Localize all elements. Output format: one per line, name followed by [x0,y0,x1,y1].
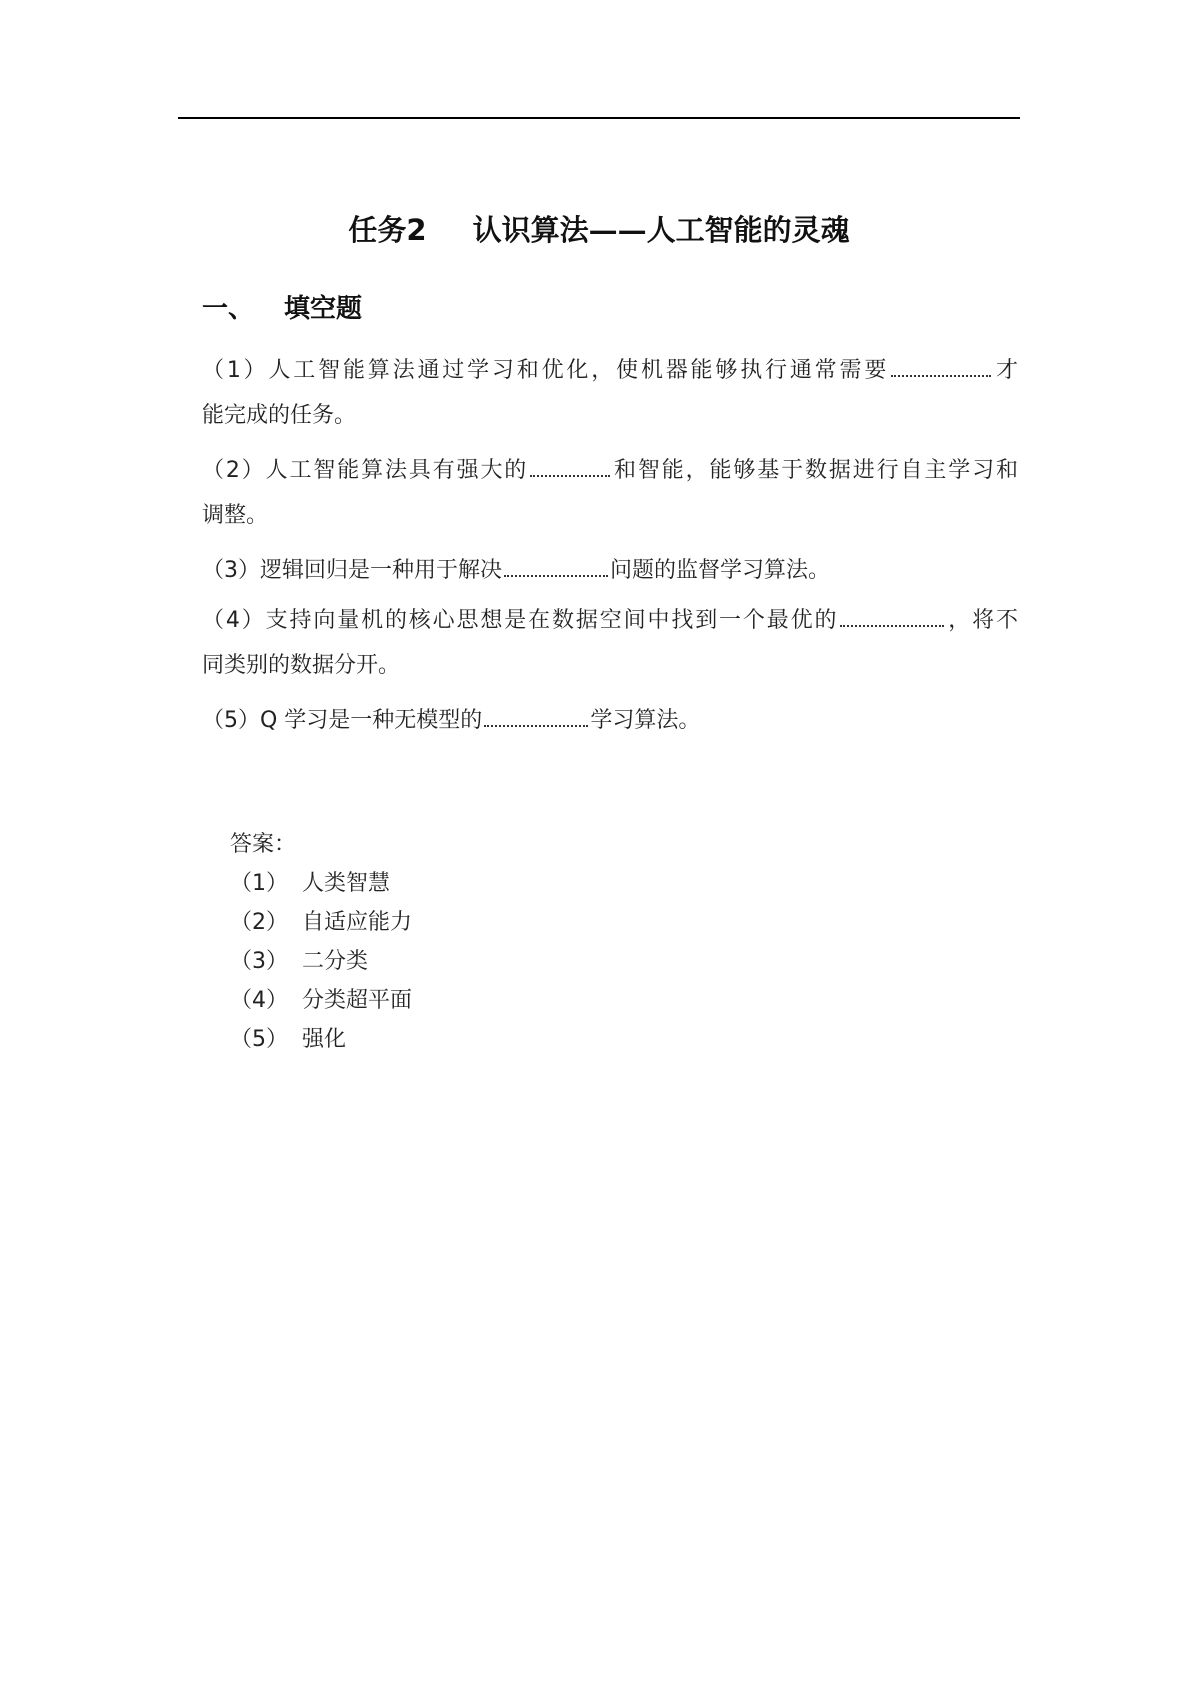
question-text: Q 学习是一种无模型的 [260,708,483,733]
question-2-line-1 [202,447,1018,497]
question-text: ，将不 [946,608,1018,633]
answer-number: （4） [230,988,288,1013]
answer-blank[interactable] [840,597,944,627]
question-text: 问题的监督学习算法。 [610,558,831,583]
answer-item [230,981,412,1020]
answer-blank[interactable] [891,347,991,377]
question-text: 逻辑回归是一种用于解决 [260,558,503,583]
answer-blank[interactable] [484,697,588,727]
title-number: 2 [406,213,427,247]
answer-blank[interactable] [504,547,608,577]
question-2-line-2: 调整。 [202,503,269,528]
answer-item [230,1020,412,1059]
answer-text: 强化 [302,1027,347,1052]
question-1-line-2: 能完成的任务。 [202,403,357,428]
answer-number: （2） [230,910,288,935]
answer-blank[interactable] [530,447,610,477]
question-text: 学习算法。 [590,708,701,733]
question-list [202,347,1018,747]
question-3-line-1 [202,547,1018,597]
answer-item [230,942,412,981]
question-text: 支持向量机的核心思想是在数据空间中找到一个最优的 [265,608,839,633]
answer-item [230,864,412,903]
question-text: 和智能，能够基于数据进行自主学习和 [612,458,1018,483]
question-1-line-1 [202,347,1018,397]
question-number: （2） [202,458,266,483]
title-prefix: 任务 [348,213,407,247]
answer-number: （3） [230,949,288,974]
answer-item [230,903,412,942]
question-text: 人工智能算法通过学习和优化，使机器能够执行通常需要 [268,358,890,383]
header-rule [178,117,1020,119]
question-text: 人工智能算法具有强大的 [265,458,529,483]
answer-text: 二分类 [302,949,369,974]
question-number: （5） [202,708,260,733]
question-text: 才 [993,358,1018,383]
section-heading [202,291,362,327]
question-number: （3） [202,558,260,583]
section-number: 一、 [202,294,255,324]
answer-text: 自适应能力 [302,910,413,935]
answer-number: （1） [230,871,288,896]
question-5-line-1 [202,697,1018,747]
title-subject: 认识算法——人工智能的灵魂 [472,213,850,247]
section-name: 填空题 [284,294,363,324]
answer-text: 分类超平面 [302,988,413,1013]
question-4-line-1 [202,597,1018,647]
answer-label: 答案： [230,832,297,857]
answer-number: （5） [230,1027,288,1052]
answer-key [230,826,412,1059]
page-title [178,210,1020,250]
answer-text: 人类智慧 [302,871,391,896]
question-number: （4） [202,608,266,633]
question-4-line-2: 同类别的数据分开。 [202,653,401,678]
question-number: （1） [202,358,269,383]
